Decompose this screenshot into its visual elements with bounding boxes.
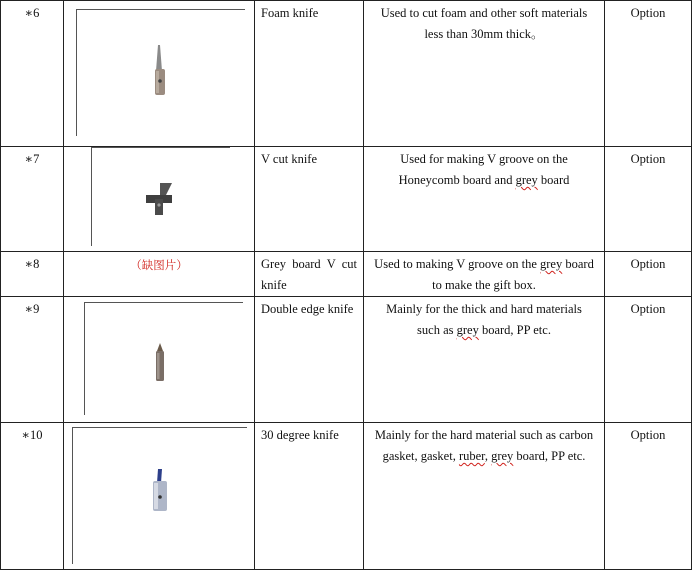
knife-description: Used for making V groove on the Honeycomb board and grey board	[364, 147, 605, 252]
table-row	[1, 297, 692, 423]
option-label: Option	[605, 252, 692, 297]
knife-description: Used to cut foam and other soft materials less than 30mm thick。	[364, 1, 605, 147]
row-id: ∗8	[1, 252, 64, 297]
foam-knife-image	[148, 41, 172, 99]
knife-name: 30 degree knife	[255, 423, 364, 570]
missing-image-note: （缺图片）	[130, 258, 188, 272]
table-row	[1, 252, 692, 297]
image-cell	[64, 1, 255, 147]
option-label: Option	[605, 423, 692, 570]
row-id: ∗6	[1, 1, 64, 147]
30-degree-knife-image	[146, 467, 174, 515]
option-label: Option	[605, 147, 692, 252]
row-id: ∗7	[1, 147, 64, 252]
row-id: ∗9	[1, 297, 64, 423]
table-row	[1, 147, 692, 252]
option-label: Option	[605, 297, 692, 423]
knife-description: Mainly for the thick and hard materials such as grey board, PP etc.	[364, 297, 605, 423]
knife-name: Foam knife	[255, 1, 364, 147]
image-cell	[64, 147, 255, 252]
knife-name: V cut knife	[255, 147, 364, 252]
row-id: ∗10	[1, 423, 64, 570]
double-edge-knife-image	[150, 341, 170, 385]
table-row	[1, 423, 692, 570]
knife-name: Grey board V cut knife	[255, 252, 364, 297]
knife-description: Used to making V groove on the grey board to make the gift box.	[364, 252, 605, 297]
image-cell	[64, 252, 255, 297]
image-cell	[64, 297, 255, 423]
table-row	[1, 1, 692, 147]
knife-description: Mainly for the hard material such as carbon gasket, gasket, ruber, grey board, PP etc.	[364, 423, 605, 570]
v-cut-knife-image	[142, 181, 176, 219]
option-label: Option	[605, 1, 692, 147]
image-cell	[64, 423, 255, 570]
knife-name: Double edge knife	[255, 297, 364, 423]
